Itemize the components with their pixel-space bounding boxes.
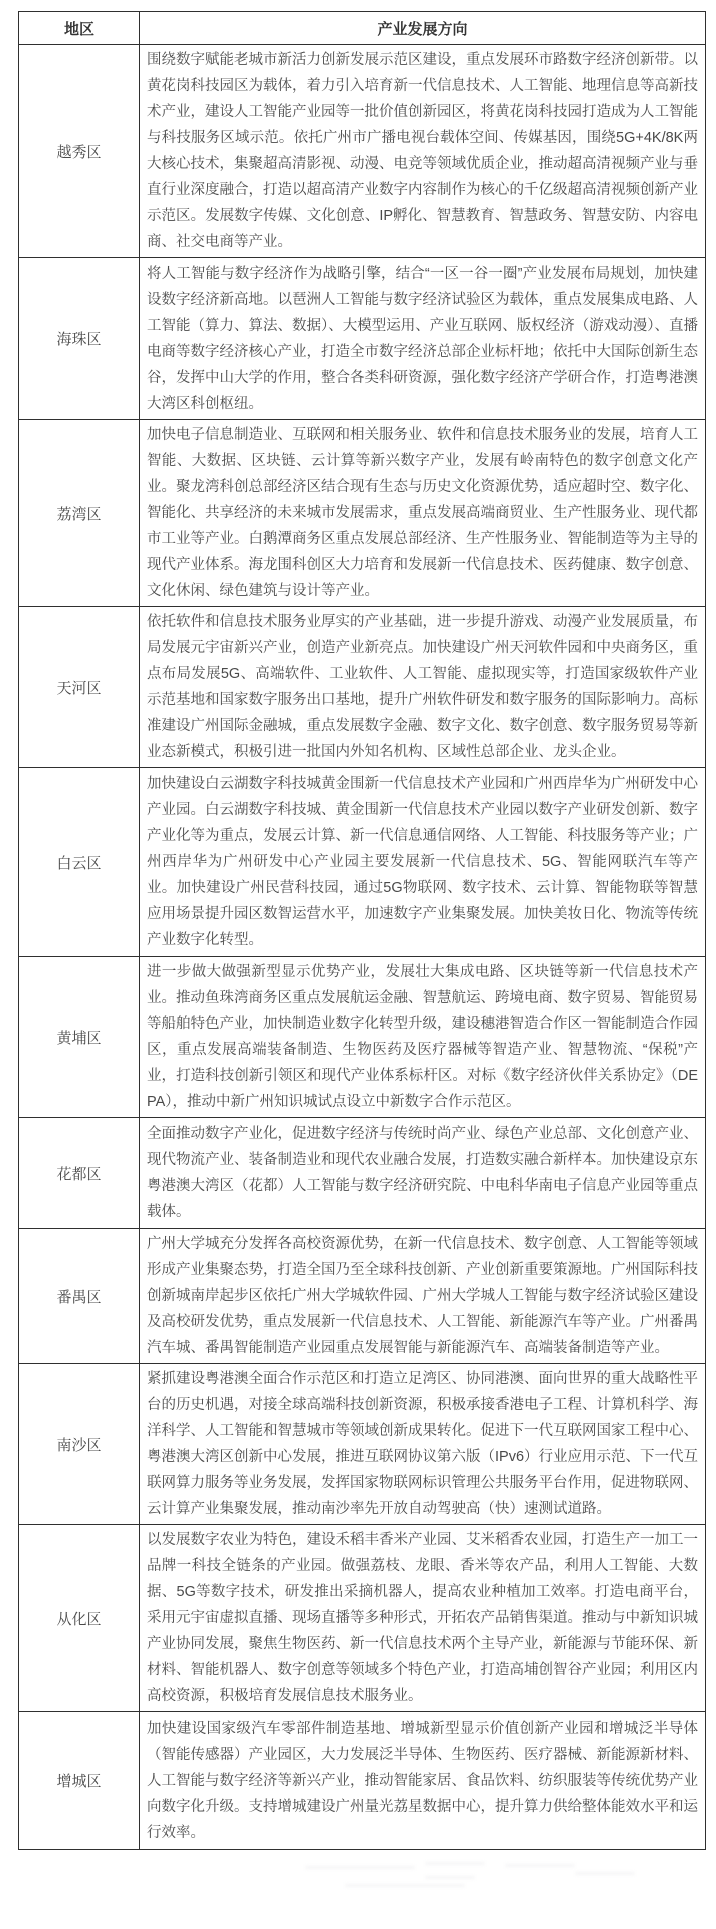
industry-development-table [18, 11, 706, 1850]
table-row [19, 420, 706, 607]
direction-text: 全面推动数字产业化，促进数字经济与传统时尚产业、绿色产业总部、文化创意产业、现代物流产业、装备制造业和现代农业融合发展，打造数实融合新样本。加快建设京东粤港澳大湾区（花都）人工智能与数字经济研究院、中电科华南电子信息产业园等重点载体。 [140, 1118, 706, 1229]
table-row [19, 1118, 706, 1229]
table-row [19, 1525, 706, 1712]
table-row [19, 607, 706, 768]
direction-text: 紧抓建设粤港澳全面合作示范区和打造立足湾区、协同港澳、面向世界的重大战略性平台的历史机遇，对接全球高端科技创新资源，积极承接香港电子工程、计算机科学、海洋科学、人工智能和智慧城市等领域创新成果转化。促进下一代互联网国家工程中心、粤港澳大湾区创新中心发展，推进互联网协议第六版（IPv6）行业应用示范、下一代互联网算力服务等业务发展，发挥国家物联网标识管理公共服务平台作用，促进物联网、云计算产业集聚发展，推动南沙率先开放自动驾驶高（快）速测试道路。 [140, 1364, 706, 1525]
direction-text: 以发展数字农业为特色，建设禾稻丰香米产业园、艾米稻香农业园，打造生产一加工一品牌一科技全链条的产业园。做强荔枝、龙眼、香米等农产品，利用人工智能、大数据、5G等数字技术，研发推出采摘机器人，提高农业种植加工效率。打造电商平台，采用元宇宙虚拟直播、现场直播等多种形式，开拓农产品销售渠道。推动与中新知识城产业协同发展，聚焦生物医药、新一代信息技术两个主导产业，新能源与节能环保、新材料、智能机器人、数字创意等领域多个特色产业，打造高埔创智谷产业园；利用区内高校资源，积极培育发展信息技术服务业。 [140, 1525, 706, 1712]
direction-text: 加快建设国家级汽车零部件制造基地、增城新型显示价值创新产业园和增城泛半导体（智能传感器）产业园区，大力发展泛半导体、生物医药、医疗器械、新能源新材料、人工智能与数字经济等新兴产业，推动智能家居、食品饮料、纺织服装等传统优势产业向数字化升级。支持增城建设广州量光荔星数据中心，提升算力供给整体能效水平和运行效率。 [140, 1712, 706, 1850]
table-row [19, 1712, 706, 1850]
region-name: 南沙区 [19, 1364, 140, 1525]
region-name: 番禺区 [19, 1229, 140, 1364]
direction-text: 围绕数字赋能老城市新活力创新发展示范区建设，重点发展环市路数字经济创新带。以黄花岗科技园区为载体，着力引入培育新一代信息技术、人工智能、地理信息等高新技术产业，建设人工智能产业园等一批价值创新园区，将黄花岗科技园打造成为人工智能与科技服务区域示范。依托广州市广播电视台载体空间、传媒基因，围绕5G+4K/8K两大核心技术，集聚超高清影视、动漫、电竞等领域优质企业，推动超高清视频产业与垂直行业深度融合，打造以超高清产业数字内容制作为核心的千亿级超高清视频创新产业示范区。发展数字传媒、文化创意、IP孵化、智慧教育、智慧政务、智慧安防、内容电商、社交电商等产业。 [140, 45, 706, 258]
table-row [19, 1229, 706, 1364]
table-row [19, 45, 706, 258]
direction-text: 加快电子信息制造业、互联网和相关服务业、软件和信息技术服务业的发展，培育人工智能、大数据、区块链、云计算等新兴数字产业，发展有岭南特色的数字创意文化产业。聚龙湾科创总部经济区结合现有生态与历史文化资源优势，适应超时空、数字化、智能化、共享经济的未来城市发展需求，重点发展高端商贸业、生产性服务业、现代都市工业等产业。白鹅潭商务区重点发展总部经济、生产性服务业、智能制造等为主导的现代产业体系。海龙围科创区大力培育和发展新一代信息技术、医药健康、数字创意、文化休闲、绿色建筑与设计等产业。 [140, 420, 706, 607]
faint-watermark [305, 1862, 705, 1902]
region-name: 白云区 [19, 768, 140, 957]
region-name: 海珠区 [19, 258, 140, 420]
region-name: 增城区 [19, 1712, 140, 1850]
table-row [19, 1364, 706, 1525]
region-name: 黄埔区 [19, 957, 140, 1118]
table-header-row [19, 12, 706, 45]
region-name: 天河区 [19, 607, 140, 768]
header-region: 地区 [19, 12, 140, 45]
table-row [19, 258, 706, 420]
direction-text: 广州大学城充分发挥各高校资源优势，在新一代信息技术、数字创意、人工智能等领域形成产业集聚态势，打造全国乃至全球科技创新、产业创新重要策源地。广州国际科技创新城南岸起步区依托广州大学城软件园、广州大学城人工智能与数字经济试验区建设及高校研发优势，重点发展新一代信息技术、人工智能、新能源汽车等产业。广州番禺汽车城、番禺智能制造产业园重点发展智能与新能源汽车、高端装备制造等产业。 [140, 1229, 706, 1364]
direction-text: 加快建设白云湖数字科技城黄金围新一代信息技术产业园和广州西岸华为广州研发中心产业园。白云湖数字科技城、黄金围新一代信息技术产业园以数字产业研发创新、数字产业化等为重点，发展云计算、新一代信息通信网络、人工智能、科技服务等产业；广州西岸华为广州研发中心产业园主要发展新一代信息技术、5G、智能网联汽车等产业。加快建设广州民营科技园，通过5G物联网、数字技术、云计算、智能物联等智慧应用场景提升园区数智运营水平，加速数字产业集聚发展。加快美妆日化、物流等传统产业数字化转型。 [140, 768, 706, 957]
direction-text: 将人工智能与数字经济作为战略引擎，结合“一区一谷一圈”产业发展布局规划，加快建设数字经济新高地。以琶洲人工智能与数字经济试验区为载体，重点发展集成电路、人工智能（算力、算法、数据）、大模型运用、产业互联网、版权经济（游戏动漫）、直播电商等数字经济核心产业，打造全市数字经济总部企业标杆地；依托中大国际创新生态谷，发挥中山大学的作用，整合各类科研资源，强化数字经济产学研合作，打造粤港澳大湾区科创枢纽。 [140, 258, 706, 420]
region-name: 越秀区 [19, 45, 140, 258]
direction-text: 进一步做大做强新型显示优势产业，发展壮大集成电路、区块链等新一代信息技术产业。推动鱼珠湾商务区重点发展航运金融、智慧航运、跨境电商、数字贸易、智能贸易等船舶特色产业，加快制造业数字化转型升级，建设穗港智造合作区一智能制造合作园区，重点发展高端装备制造、生物医药及医疗器械等智造产业、智慧物流、“保税”产业，打造科技创新引领区和现代产业体系标杆区。对标《数字经济伙伴关系协定》（DEPA），推动中新广州知识城试点设立中新数字合作示范区。 [140, 957, 706, 1118]
table-row [19, 768, 706, 957]
direction-text: 依托软件和信息技术服务业厚实的产业基础，进一步提升游戏、动漫产业发展质量，布局发展元宇宙新兴产业，创造产业新亮点。加快建设广州天河软件园和中央商务区，重点布局发展5G、高端软件、工业软件、人工智能、虚拟现实等，打造国家级软件产业示范基地和国家数字服务出口基地，提升广州软件研发和数字服务的国际影响力。高标准建设广州国际金融城，重点发展数字金融、数字文化、数字创意、数字服务贸易等新业态新模式，积极引进一批国内外知名机构、区域性总部企业、龙头企业。 [140, 607, 706, 768]
region-name: 花都区 [19, 1118, 140, 1229]
region-name: 从化区 [19, 1525, 140, 1712]
table-row [19, 957, 706, 1118]
header-direction: 产业发展方向 [140, 12, 706, 45]
region-name: 荔湾区 [19, 420, 140, 607]
